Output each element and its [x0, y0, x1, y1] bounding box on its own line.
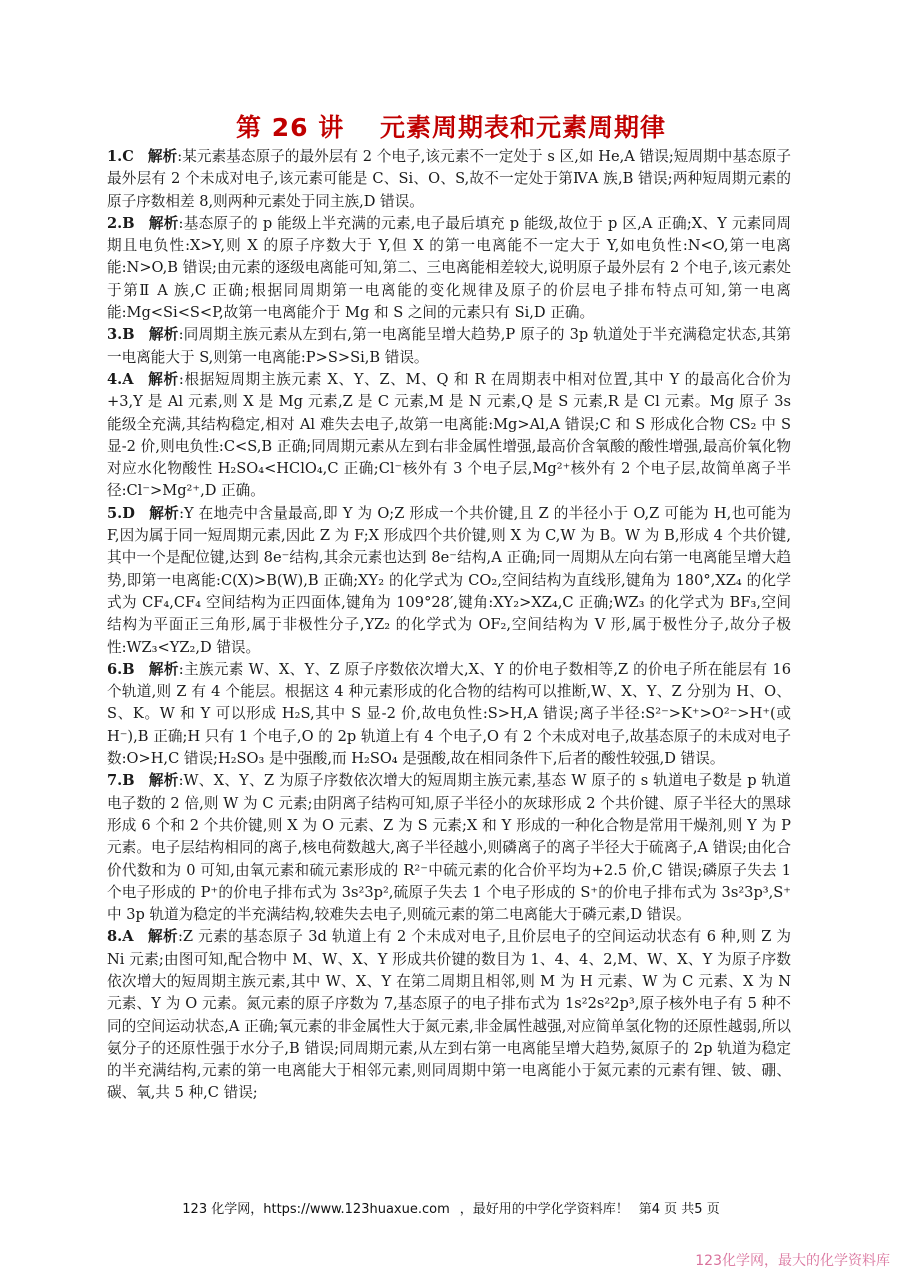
- answer-item: [107, 926, 791, 1104]
- item-label: 解析: [148, 772, 179, 790]
- footer-slogan: ，最好用的中学化学资料库！: [459, 1202, 629, 1217]
- page-number: 第4 页 共5 页: [638, 1202, 720, 1217]
- item-number: 7.B: [107, 772, 135, 790]
- answer-body: [107, 146, 791, 1105]
- page-footer: [0, 1198, 902, 1217]
- item-label: 解析: [147, 928, 179, 946]
- item-text: :主族元素 W、X、Y、Z 原子序数依次增大,X、Y 的价电子数相等,Z 的价电子所在能层有 16 个轨道,则 Z 有 4 个能层。根据这 4 种元素形成的化合物的结构可以推断,W、X、Y、Z 分别为 H、O、S、K。W 和 Y 可以形成 H₂S,其中 S 显-2 价,故电负性:S>H,A 错误;离子半径:S²⁻>K⁺>O²⁻>H⁺(或 H⁻),B 正确;H 只有 1 个电子,O 的 2p 轨道上有 4 个电子,O 有 2 个未成对电子,故基态原子的未成对电子数:O>H,C 错误;H₂SO₃ 是中强酸,而 H₂SO₄ 是强酸,故在相同条件下,后者的酸性较强,D 错误。: [107, 660, 791, 768]
- item-label: 解析: [148, 504, 180, 522]
- item-number: 4.A: [107, 370, 134, 388]
- item-label: 解析: [148, 660, 179, 678]
- page-title: 第 26 讲 元素周期表和元素周期律: [236, 113, 666, 142]
- item-number: 3.B: [107, 326, 135, 344]
- answer-item: [107, 146, 791, 213]
- item-text: :同周期主族元素从左到右,第一电离能呈增大趋势,P 原子的 3p 轨道处于半充满稳定状态,其第一电离能大于 S,则第一电离能:P>S>Si,B 错误。: [107, 326, 791, 366]
- item-label: 解析: [148, 214, 179, 232]
- item-label: 解析: [148, 326, 179, 344]
- watermark: 123化学网，最大的化学资料库: [695, 1253, 890, 1269]
- answer-item: [107, 659, 791, 770]
- item-label: 解析: [147, 370, 179, 388]
- item-number: 8.A: [107, 928, 134, 946]
- item-number: 6.B: [107, 660, 135, 678]
- answer-item: [107, 213, 791, 324]
- item-text: :根据短周期主族元素 X、Y、Z、M、Q 和 R 在周期表中相对位置,其中 Y 的最高化合价为+3,Y 是 Al 元素,则 X 是 Mg 元素,Z 是 C 元素,M 是 N 元素,Q 是 S 元素,R 是 Cl 元素。Mg 原子 3s 能级全充满,其结构稳定,相对 Al 难失去电子,故第一电离能:Mg>Al,A 错误;C 和 S 形成化合物 CS₂ 中 S 显-2 价,则电负性:C<S,B 正确;同周期元素从左到右非金属性增强,最高价含氧酸的酸性增强,最高价氧化物对应水化物酸性 H₂SO₄<HClO₄,C 正确;Cl⁻核外有 3 个电子层,Mg²⁺核外有 2 个电子层,故简单离子半径:Cl⁻>Mg²⁺,D 正确。: [107, 370, 791, 500]
- item-label: 解析: [147, 148, 178, 165]
- answer-item: [107, 503, 791, 659]
- answer-item: [107, 770, 791, 926]
- answer-item: [107, 324, 791, 369]
- item-number: 5.D: [107, 504, 135, 522]
- item-text: :Y 在地壳中含量最高,即 Y 为 O;Z 形成一个共价键,且 Z 的半径小于 O,Z 可能为 H,也可能为 F,因为属于同一短周期元素,因此 Z 为 F;X 形成四个共价键,则 X 为 C,W 为 B。W 为 B,形成 4 个共价键,其中一个是配位键,达到 8e⁻结构,其余元素也达到 8e⁻结构,A 正确;同一周期从左向右第一电离能呈增大趋势,即第一电离能:C(X)>B(W),B 正确;XY₂ 的化学式为 CO₂,空间结构为直线形,键角为 180°,XZ₄ 的化学式为 CF₄,CF₄ 空间结构为正四面体,键角为 109°28′,键角:XY₂>XZ₄,C 正确;WZ₃ 的化学式为 BF₃,空间结构为平面正三角形,属于非极性分子,YZ₂ 的化学式为 OF₂,空间结构为 V 形,属于极性分子,故分子极性:WZ₃<YZ₂,D 错误。: [107, 504, 791, 656]
- item-text: :基态原子的 p 能级上半充满的元素,电子最后填充 p 能级,故位于 p 区,A 正确;X、Y 元素同周期且电负性:X>Y,则 X 的原子序数大于 Y,但 X 的第一电离能不一定大于 Y,如电负性:N<O,第一电离能:N>O,B 错误;由元素的逐级电离能可知,第二、三电离能相差较大,说明原子最外层有 2 个电子,该元素处于第Ⅱ A 族,C 正确;根据同周期第一电离能的变化规律及原子的价层电子排布特点可知,第一电离能:Mg<Si<S<P,故第一电离能介于 Mg 和 S 之间的元素只有 Si,D 正确。: [107, 214, 791, 322]
- item-number: 1.C: [107, 148, 134, 165]
- answer-item: [107, 369, 791, 503]
- item-number: 2.B: [107, 214, 135, 232]
- footer-site-link[interactable]: 123 化学网，https://www.123huaxue.com: [182, 1202, 450, 1217]
- item-text: :Z 元素的基态原子 3d 轨道上有 2 个未成对电子,且价层电子的空间运动状态有 6 种,则 Z 为 Ni 元素;由图可知,配合物中 M、W、X、Y 形成共价键的数目为 1、4、4、2,M、W、X、Y 为原子序数依次增大的短周期主族元素,其中 W、X、Y 在第二周期且相邻,则 M 为 H 元素、W 为 C 元素、X 为 N 元素、Y 为 O 元素。氮元素的原子序数为 7,基态原子的电子排布式为 1s²2s²2p³,原子核外电子有 5 种不同的空间运动状态,A 正确;氧元素的非金属性大于氮元素,非金属性越强,对应简单氢化物的还原性越弱,所以氨分子的还原性强于水分子,B 错误;同周期元素,从左到右第一电离能呈增大趋势,氮原子的 2p 轨道为稳定的半充满结构,元素的第一电离能大于相邻元素,则同周期中第一电离能小于氮元素的元素有锂、铍、硼、碳、氧,共 5 种,C 错误;: [107, 928, 791, 1102]
- item-text: :某元素基态原子的最外层有 2 个电子,该元素不一定处于 s 区,如 He,A 错误;短周期中基态原子最外层有 2 个未成对电子,该元素可能是 C、Si、O、S,故不一定处于第ⅣA 族,B 错误;两种短周期元素的原子序数相差 8,则两种元素处于同主族,D 错误。: [107, 148, 791, 210]
- item-text: :W、X、Y、Z 为原子序数依次增大的短周期主族元素,基态 W 原子的 s 轨道电子数是 p 轨道电子数的 2 倍,则 W 为 C 元素;由阴离子结构可知,原子半径小的灰球形成 2 个共价键、原子半径大的黑球形成 6 个和 2 个共价键,则 X 为 O 元素、Z 为 S 元素;X 和 Y 形成的一种化合物是常用干燥剂,则 Y 为 P 元素。电子层结构相同的离子,核电荷数越大,离子半径越小,则磷离子的离子半径大于硫离子,A 错误;由化合价代数和为 0 可知,由氧元素和硫元素形成的 R²⁻中硫元素的化合价平均为+2.5 价,C 错误;磷原子失去 1 个电子形成的 P⁺的价电子排布式为 3s²3p²,硫原子失去 1 个电子形成的 S⁺的价电子排布式为 3s²3p³,S⁺中 3p 轨道为稳定的半充满结构,较难失去电子,则硫元素的第二电离能大于磷元素,D 错误。: [107, 772, 791, 924]
